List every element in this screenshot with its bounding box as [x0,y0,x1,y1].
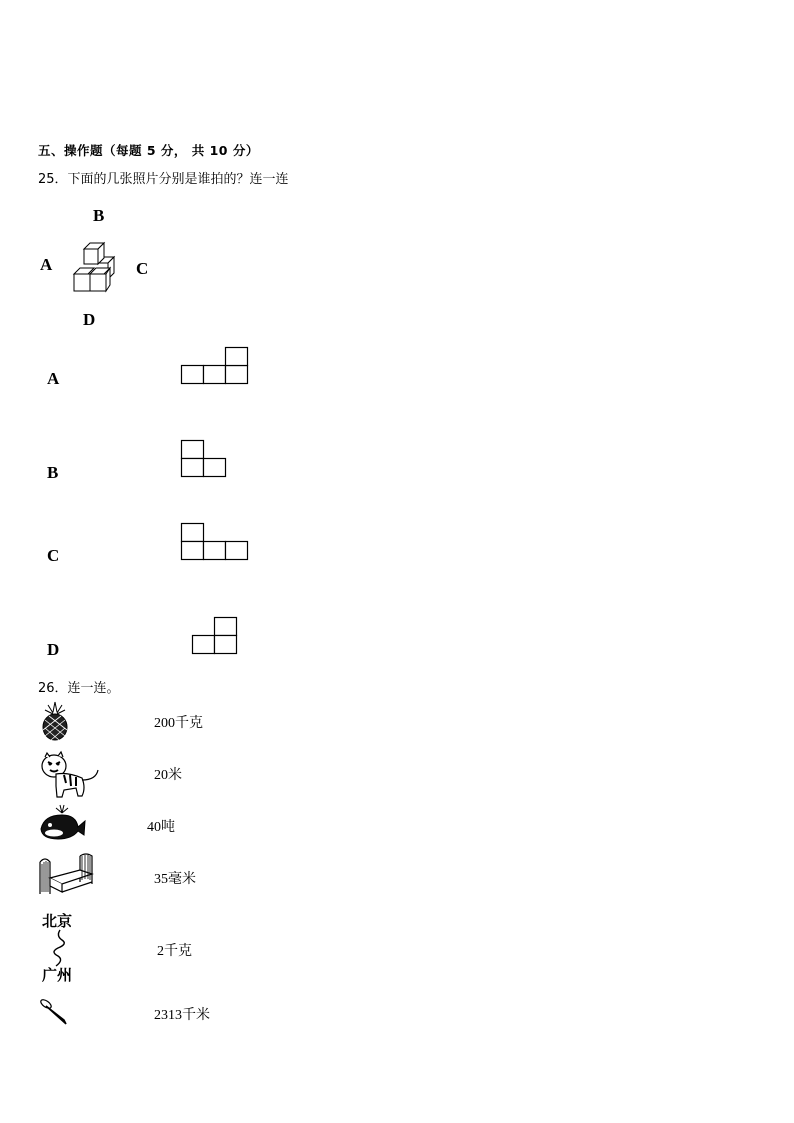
map-label-beijing: 北京 [42,912,73,930]
photo-label-c: C [47,546,60,565]
view-label-left: A [40,255,53,274]
value-1: 200千克 [154,716,203,731]
nail-icon [40,998,70,1026]
value-3: 40吨 [147,820,175,835]
bed-icon [38,852,94,898]
value-5: 2千克 [157,944,192,959]
two-squares-stacked-right-view-icon [192,617,240,655]
whale-icon [38,803,88,843]
photo-label-b: B [47,463,59,482]
two-squares-stacked-left-view-icon [181,440,229,478]
three-squares-raised-left-view-icon [181,523,251,561]
section-title: 五、操作题（每题 5 分， 共 10 分） [38,143,259,158]
tiger-icon [38,750,102,800]
photo-label-a: A [47,369,60,388]
photo-label-d: D [47,640,60,659]
view-label-bottom: D [83,310,96,329]
question-26-text: 26．连一连。 [38,681,120,696]
value-6: 2313千米 [154,1008,210,1023]
view-label-top: B [93,206,105,225]
value-2: 20米 [154,768,182,783]
view-label-right: C [136,259,149,278]
question-25-text: 25．下面的几张照片分别是谁拍的？连一连 [38,172,289,187]
three-squares-raised-right-view-icon [181,347,251,385]
beijing-guangzhou-route-icon [44,930,74,966]
pineapple-icon [38,700,72,742]
map-label-guangzhou: 广州 [42,966,73,984]
cube-stack-icon [70,238,122,296]
value-4: 35毫米 [154,872,196,887]
